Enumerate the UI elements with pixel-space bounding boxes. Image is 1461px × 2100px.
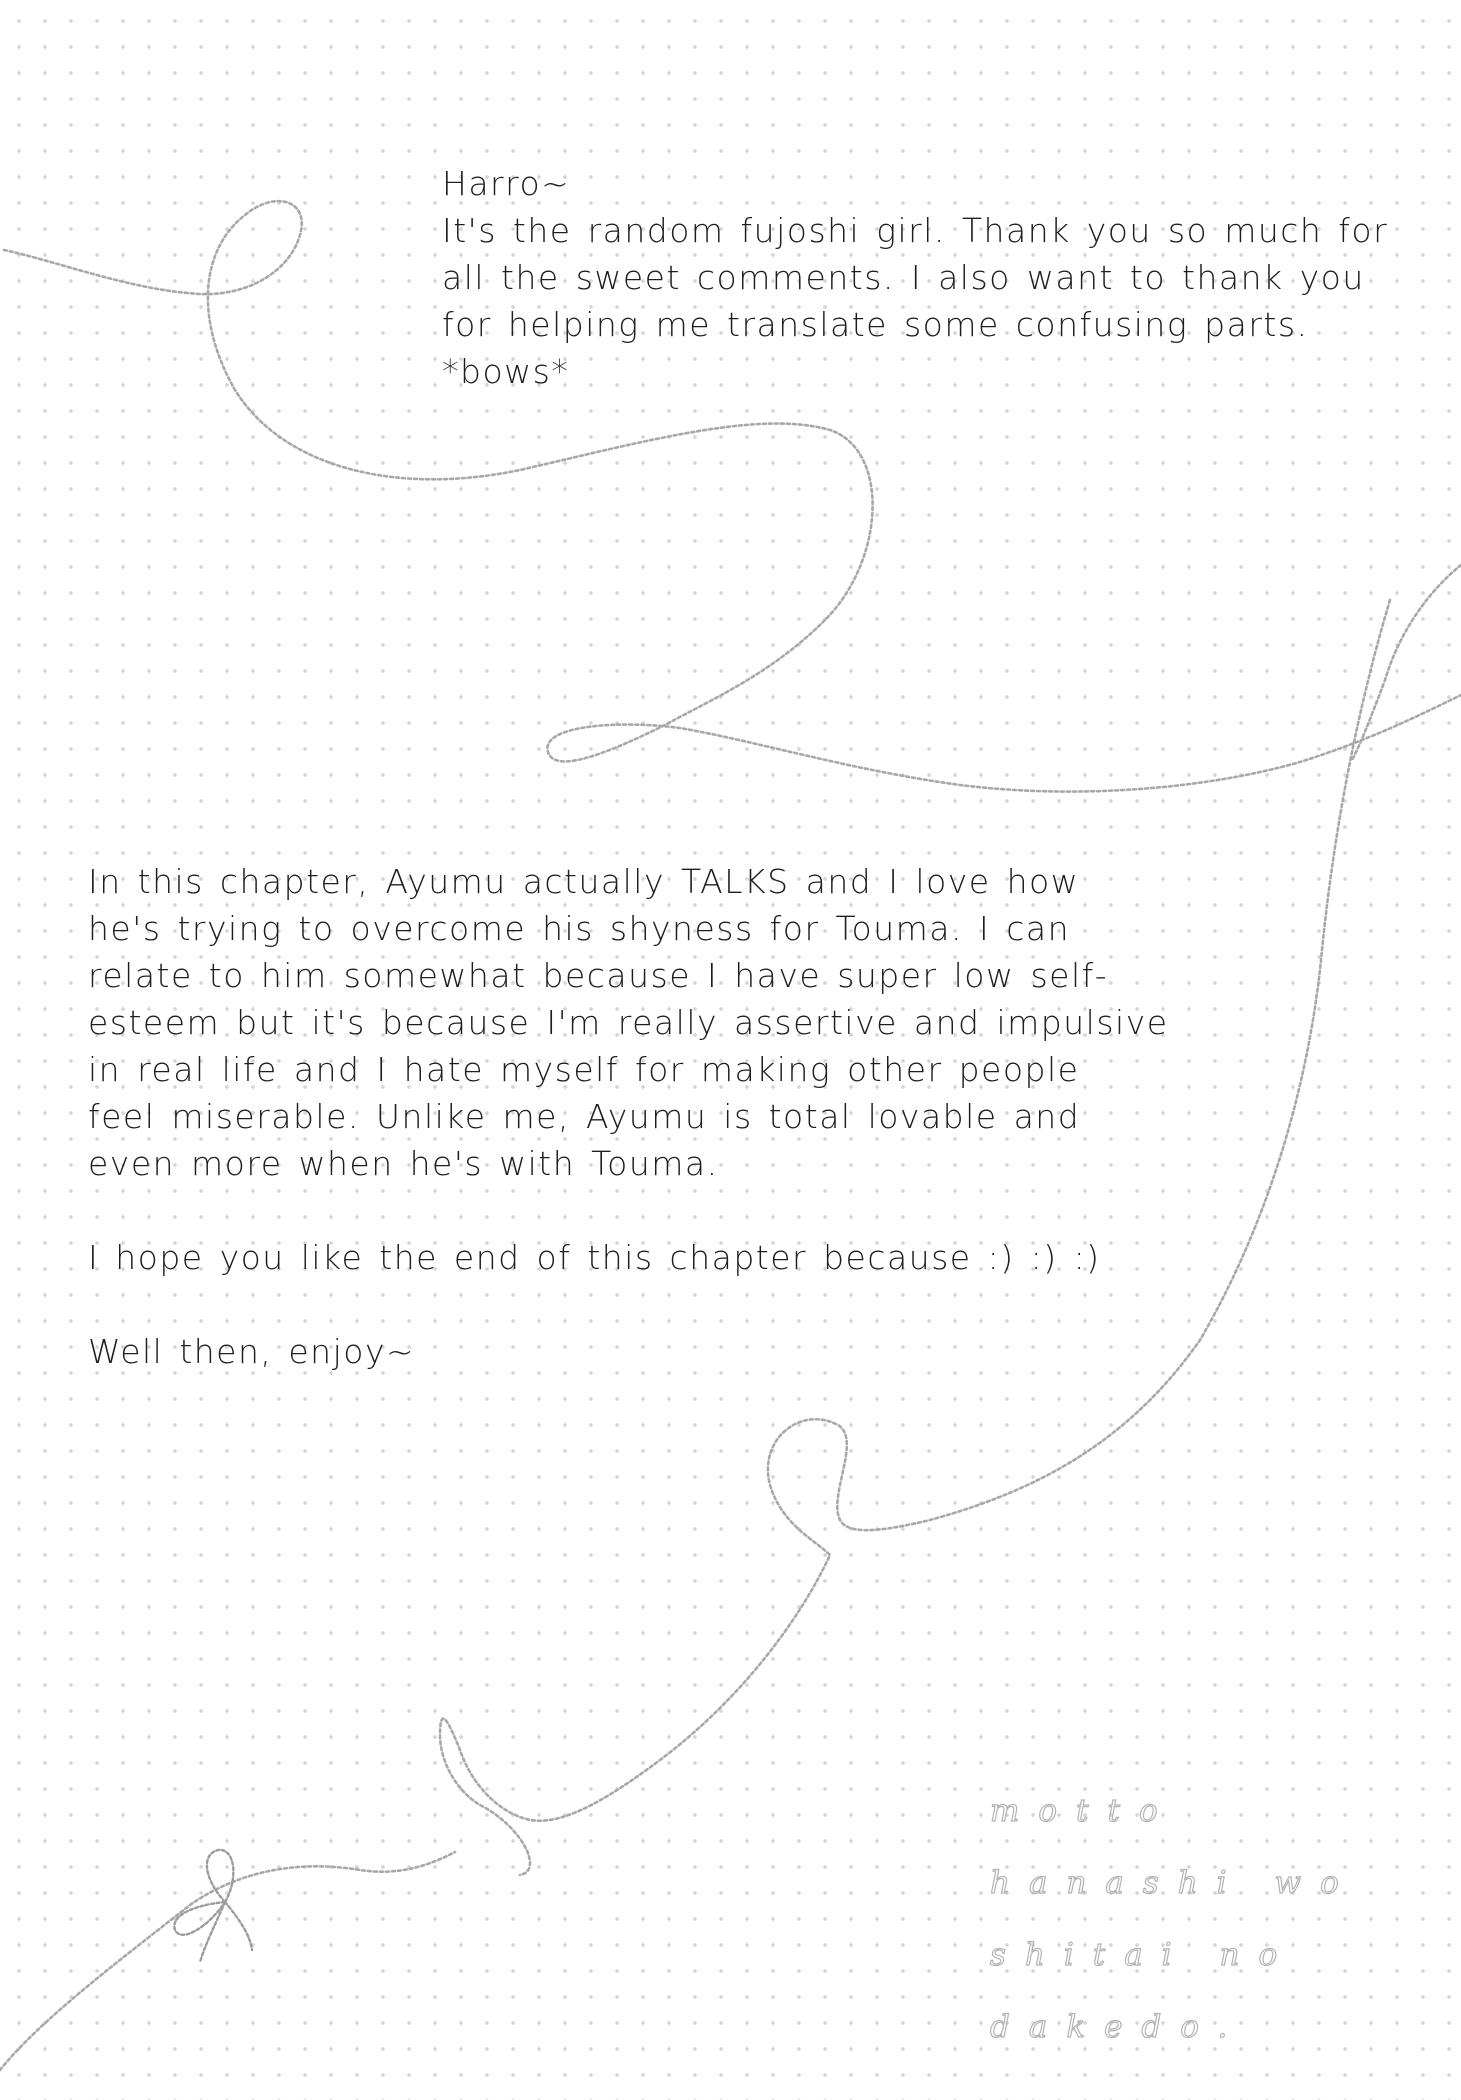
motto-line: motto (990, 1793, 1177, 1829)
intro-line: for helping me translate some confusing parts. (442, 305, 1309, 344)
intro-line-greeting: Harro~ (442, 164, 571, 203)
paragraph-line: feel miserable. Unlike me, Ayumu is total lovable and (88, 1097, 1081, 1136)
intro-line-bows: *bows* (442, 352, 570, 391)
paragraph-line: relate to him somewhat because I have super low self- (88, 956, 1109, 995)
ribbon-bow-icon (174, 1850, 252, 1962)
motto-line: dakedo. (990, 2009, 1247, 2045)
intro-note (442, 160, 1442, 395)
paragraph-line: in real life and I hate myself for making other people (88, 1050, 1080, 1089)
intro-line: It's the random fujoshi girl. Thank you so much for (442, 211, 1389, 250)
paragraph-line: he's trying to overcome his shyness for Touma. I can (88, 909, 1071, 948)
intro-line: all the sweet comments. I also want to thank you (442, 258, 1365, 297)
closing-line: Well then, enjoy~ (88, 1332, 416, 1371)
motto-watermark (990, 1775, 1410, 2063)
motto-line: hanashi wo (990, 1865, 1358, 1901)
paragraph-gap (88, 1281, 1238, 1328)
paragraph-line: In this chapter, Ayumu actually TALKS and I love how (88, 862, 1080, 901)
hope-line: I hope you like the end of this chapter because :) :) :) (88, 1238, 1101, 1277)
paragraph-gap (88, 1187, 1238, 1234)
motto-line: shitai no (990, 1937, 1297, 1973)
body-note (88, 858, 1238, 1375)
paragraph-line: esteem but it's because I'm really assertive and impulsive (88, 1003, 1169, 1042)
ribbon-path-lower (0, 1852, 455, 2070)
paragraph-line: even more when he's with Touma. (88, 1144, 719, 1183)
ribbon-path-curl-right (1352, 565, 1461, 760)
